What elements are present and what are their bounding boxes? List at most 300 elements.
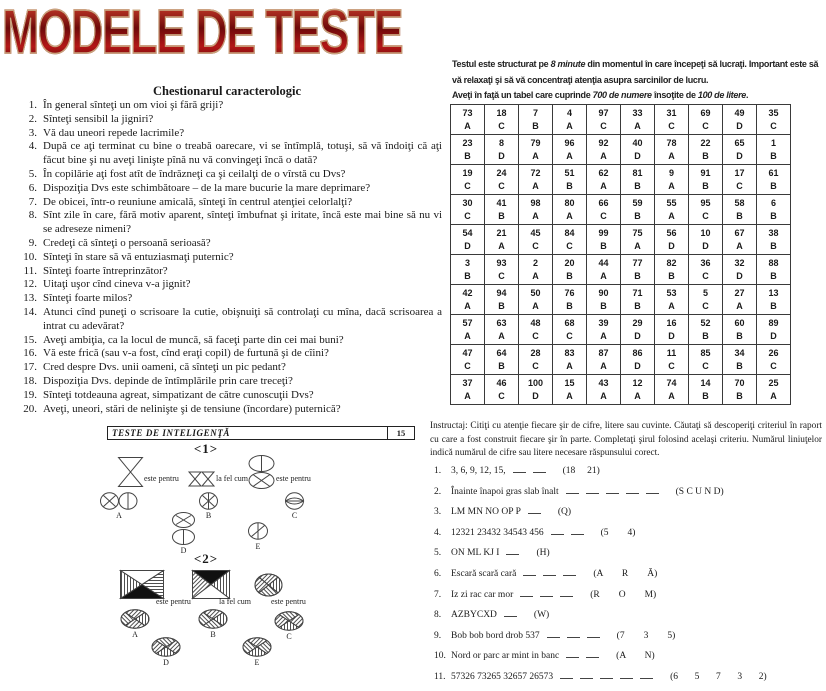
cell-number: 29: [632, 318, 643, 328]
cell-letter: A: [634, 121, 641, 131]
intro2-text: Aveţi în faţă un tabel care cuprinde: [452, 90, 593, 100]
cell-number: 57: [462, 318, 473, 328]
cell-letter: A: [566, 211, 573, 221]
table-cell: [451, 255, 485, 285]
item-number: 3.: [434, 507, 442, 518]
intro2-numbers-count: 700 de numere: [592, 90, 652, 100]
cell-letter: D: [464, 241, 471, 251]
item-number: 2.: [434, 486, 442, 497]
cell-number: 58: [734, 198, 745, 208]
table-row: [451, 195, 791, 225]
table-cell: [587, 105, 621, 135]
question-number: 11.: [23, 264, 37, 277]
table-cell: [723, 165, 757, 195]
cell-number: 32: [734, 258, 745, 268]
question-item: [16, 334, 442, 348]
table-cell: [621, 255, 655, 285]
question-item: [16, 196, 442, 210]
table-cell: [757, 285, 791, 315]
cell-number: 35: [768, 108, 779, 118]
table-cell: [553, 315, 587, 345]
answer-key: (A N): [616, 651, 655, 662]
answer-blank: [606, 485, 619, 494]
table-cell: [655, 135, 689, 165]
cell-number: 60: [734, 318, 745, 328]
puzzle1-option-e-figure: [248, 522, 268, 540]
cell-letter: A: [464, 391, 471, 401]
puzzle2-option-d-label: D: [163, 658, 169, 667]
table-cell: [621, 315, 655, 345]
cell-number: 18: [496, 108, 507, 118]
cell-letter: B: [600, 241, 607, 251]
series-item: [434, 649, 826, 661]
question-item: [16, 99, 442, 113]
table-cell: [621, 375, 655, 405]
cell-letter: A: [668, 391, 675, 401]
intro2-text-mid: însoţite de: [651, 90, 698, 100]
cell-number: 70: [734, 378, 745, 388]
answer-blank: [586, 649, 599, 658]
cell-letter: C: [464, 211, 471, 221]
cell-letter: D: [668, 331, 675, 341]
item-series-text: LM MN NO OP P: [451, 507, 521, 518]
question-item: [16, 140, 442, 168]
table-cell: [723, 225, 757, 255]
cell-letter: D: [532, 391, 539, 401]
series-item: [434, 567, 826, 579]
table-cell: [655, 195, 689, 225]
answer-blank: [646, 485, 659, 494]
cell-number: 96: [564, 138, 575, 148]
table-cell: [655, 105, 689, 135]
cell-number: 67: [734, 228, 745, 238]
intro1-duration: 8 minute: [550, 59, 586, 69]
cell-number: 87: [598, 348, 609, 358]
cell-letter: A: [566, 151, 573, 161]
cell-number: 97: [598, 108, 609, 118]
cell-number: 71: [632, 288, 643, 298]
question-text: Dispoziţia Dvs. depinde de întîmplările prin care treceţi?: [43, 374, 293, 387]
cell-number: 63: [496, 318, 507, 328]
cell-number: 23: [462, 138, 473, 148]
cell-letter: A: [770, 391, 777, 401]
cell-number: 4: [566, 108, 572, 118]
table-row: [451, 285, 791, 315]
question-item: [16, 292, 442, 306]
table-cell: [689, 255, 723, 285]
item-number: 1.: [434, 466, 442, 476]
cell-number: 95: [700, 198, 711, 208]
cell-letter: C: [532, 361, 539, 371]
puzzle1-double-hourglass-figure: [188, 471, 215, 487]
cell-number: 10: [700, 228, 711, 238]
puzzle2-option-e-figure: [242, 637, 272, 657]
cell-letter: C: [532, 331, 539, 341]
question-text: Sînteţi totdeauna agreat, simpatizant de către cunoscuţii Dvs?: [43, 388, 314, 401]
cell-letter: A: [668, 301, 675, 311]
table-cell: [723, 255, 757, 285]
question-text: Sînteţi sensibil la jigniri?: [43, 112, 154, 125]
cell-number: 74: [666, 378, 677, 388]
cell-letter: C: [566, 331, 573, 341]
question-item: [16, 306, 442, 334]
table-cell: [587, 315, 621, 345]
answer-blank: [560, 670, 573, 679]
answer-blank: [580, 670, 593, 679]
table-cell: [553, 285, 587, 315]
table-cell: [519, 165, 553, 195]
question-number: 20.: [23, 402, 37, 415]
table-cell: [553, 225, 587, 255]
item-series-text: ON ML KJ I: [451, 548, 500, 559]
table-cell: [587, 135, 621, 165]
question-number: 8.: [28, 209, 37, 222]
table-cell: [451, 225, 485, 255]
answer-blank: [640, 670, 653, 679]
table-cell: [553, 195, 587, 225]
cell-number: 22: [700, 138, 711, 148]
answer-blank: [506, 546, 519, 555]
answer-blank: [600, 670, 613, 679]
cell-number: 82: [666, 258, 677, 268]
cell-number: 54: [462, 228, 473, 238]
table-cell: [451, 135, 485, 165]
cell-letter: C: [464, 181, 471, 191]
puzzle2-option-e-label: E: [254, 658, 260, 667]
answer-blank: [528, 505, 541, 514]
cell-number: 34: [734, 348, 745, 358]
cell-number: 46: [496, 378, 507, 388]
table-cell: [757, 165, 791, 195]
table-cell: [723, 375, 757, 405]
table-cell: [587, 255, 621, 285]
item-series-text: Înainte înapoi gras slab înalt: [451, 486, 559, 497]
table-row: [451, 375, 791, 405]
puzzle2-relation-c: este pentru: [271, 597, 306, 606]
puzzle1-option-a-label: A: [116, 511, 122, 520]
cell-letter: D: [736, 271, 743, 281]
item-series-text: 3, 6, 9, 12, 15,: [451, 466, 506, 476]
cell-letter: A: [600, 181, 607, 191]
answer-blank: [543, 567, 556, 576]
table-cell: [655, 315, 689, 345]
cell-letter: B: [702, 391, 709, 401]
table-cell: [757, 315, 791, 345]
puzzle1-option-c-label: C: [291, 511, 298, 520]
answer-key: (5 4): [600, 527, 636, 538]
cell-number: 47: [462, 348, 473, 358]
table-cell: [621, 135, 655, 165]
question-number: 12.: [23, 278, 37, 291]
table-cell: [621, 105, 655, 135]
cell-letter: B: [464, 151, 471, 161]
cell-number: 28: [530, 348, 541, 358]
puzzle2-option-a-label: A: [132, 630, 138, 639]
cell-number: 49: [734, 108, 745, 118]
question-item: [16, 265, 442, 279]
cell-letter: A: [600, 271, 607, 281]
puzzle2-relation-b: la fel cum: [219, 597, 251, 606]
question-text: Vă dau uneori repede lacrimile?: [43, 126, 185, 139]
cell-letter: A: [532, 211, 539, 221]
cell-number: 65: [734, 138, 745, 148]
puzzle1-stacked-ellipses-figure: [248, 455, 275, 489]
cell-letter: C: [464, 361, 471, 371]
cell-letter: B: [702, 331, 709, 341]
question-text: După ce aţi terminat cu bine o treabă oarecare, vi se întîmplă, totuşi, să vă îndoiţi că aţi făcut bine şi nu aveţi linişte pînă nu vă convingeţi încă o dată?: [43, 140, 442, 167]
answer-blank: [547, 629, 560, 638]
cell-number: 80: [564, 198, 575, 208]
cell-number: 25: [768, 378, 779, 388]
puzzle2-ellipse-figure: [254, 573, 283, 597]
table-cell: [553, 345, 587, 375]
puzzle2-option-d-figure: [151, 637, 181, 657]
cell-letter: D: [770, 331, 777, 341]
cell-letter: A: [464, 121, 471, 131]
cell-number: 43: [598, 378, 609, 388]
answer-blank: [587, 629, 600, 638]
series-item: [434, 588, 826, 600]
cell-letter: B: [770, 151, 777, 161]
question-text: Sînteţi foarte milos?: [43, 292, 133, 305]
question-number: 10.: [23, 250, 37, 263]
item-number: 10.: [434, 651, 446, 662]
cell-number: 100: [527, 378, 544, 388]
table-cell: [553, 375, 587, 405]
series-item: [434, 485, 826, 497]
cell-letter: C: [668, 361, 675, 371]
cell-number: 52: [700, 318, 711, 328]
question-text: Credeţi că sînteţi o persoană serioasă?: [43, 236, 211, 249]
table-cell: [723, 135, 757, 165]
question-number: 2.: [28, 112, 37, 125]
question-item: [16, 403, 442, 417]
cell-letter: C: [702, 271, 709, 281]
answer-key: (Q): [557, 507, 572, 518]
series-item: [434, 464, 826, 476]
cell-letter: B: [634, 271, 641, 281]
series-items-list: [434, 464, 826, 691]
cell-letter: A: [736, 241, 743, 251]
puzzle2-relation-a: este pentru: [156, 597, 191, 606]
cell-letter: B: [498, 211, 505, 221]
table-cell: [451, 165, 485, 195]
cell-letter: C: [702, 211, 709, 221]
answer-key: (18 21): [562, 466, 600, 476]
table-cell: [587, 195, 621, 225]
cell-letter: C: [770, 121, 777, 131]
cell-letter: D: [634, 361, 641, 371]
cell-number: 56: [666, 228, 677, 238]
cell-number: 12: [632, 378, 643, 388]
question-number: 6.: [28, 181, 37, 194]
cell-number: 75: [632, 228, 643, 238]
table-cell: [519, 195, 553, 225]
question-number: 17.: [23, 361, 37, 374]
cell-number: 59: [632, 198, 643, 208]
table-cell: [519, 255, 553, 285]
cell-letter: A: [532, 181, 539, 191]
table-cell: [757, 345, 791, 375]
question-number: 5.: [28, 167, 37, 180]
table-cell: [519, 225, 553, 255]
table-cell: [757, 255, 791, 285]
cell-number: 72: [530, 168, 541, 178]
answer-blank: [571, 526, 584, 535]
table-cell: [485, 285, 519, 315]
series-item: [434, 505, 826, 517]
cell-letter: C: [702, 121, 709, 131]
cell-letter: D: [736, 151, 743, 161]
cell-number: 64: [496, 348, 507, 358]
answer-blank: [566, 485, 579, 494]
test-intro-paragraph: [452, 57, 824, 88]
table-cell: [655, 225, 689, 255]
cell-number: 98: [530, 198, 541, 208]
cell-letter: C: [566, 241, 573, 251]
cell-letter: C: [498, 271, 505, 281]
question-item: [16, 209, 442, 237]
cell-number: 79: [530, 138, 541, 148]
item-series-text: 12321 23432 34543 456: [451, 527, 544, 538]
puzzle1-option-b-figure: [199, 492, 218, 510]
answer-blank: [533, 464, 546, 473]
table-cell: [587, 345, 621, 375]
puzzle1-option-d-figure: [172, 512, 195, 545]
table-cell: [485, 195, 519, 225]
table-cell: [485, 225, 519, 255]
table-cell: [485, 315, 519, 345]
cell-letter: C: [770, 361, 777, 371]
puzzle1-option-d-label: D: [180, 546, 187, 555]
numbers-letters-table: [450, 104, 791, 405]
question-number: 14.: [23, 305, 37, 318]
question-number: 19.: [23, 388, 37, 401]
table-cell: [587, 285, 621, 315]
cell-number: 78: [666, 138, 677, 148]
answer-key: (7 3 5): [616, 630, 676, 641]
table-cell: [553, 255, 587, 285]
cell-letter: B: [770, 181, 777, 191]
cell-number: 11: [666, 348, 677, 358]
cell-letter: C: [668, 121, 675, 131]
table-cell: [519, 285, 553, 315]
cell-number: 90: [598, 288, 609, 298]
cell-letter: A: [600, 391, 607, 401]
table-cell: [621, 195, 655, 225]
table-cell: [519, 315, 553, 345]
question-item: [16, 347, 442, 361]
table-row: [451, 255, 791, 285]
cell-letter: A: [566, 121, 573, 131]
cell-number: 2: [532, 258, 538, 268]
question-item: [16, 237, 442, 251]
cell-number: 27: [734, 288, 745, 298]
cell-number: 76: [564, 288, 575, 298]
table-cell: [689, 375, 723, 405]
page-title: MODELE DE TESTE: [2, 0, 403, 67]
table-row: [451, 345, 791, 375]
table-cell: [621, 165, 655, 195]
cell-number: 84: [564, 228, 575, 238]
table-cell: [519, 375, 553, 405]
intro1-text: Testul este structurat pe: [452, 59, 551, 69]
cell-number: 48: [530, 318, 541, 328]
cell-number: 20: [564, 258, 575, 268]
item-number: 7.: [434, 589, 442, 600]
series-item: [434, 670, 826, 682]
table-cell: [587, 225, 621, 255]
question-item: [16, 127, 442, 141]
cell-number: 53: [666, 288, 677, 298]
table-cell: [451, 285, 485, 315]
cell-number: 89: [768, 318, 779, 328]
item-number: 6.: [434, 568, 442, 579]
table-cell: [689, 105, 723, 135]
cell-number: 50: [530, 288, 541, 298]
cell-number: 1: [770, 138, 776, 148]
instructions-paragraph: Instructaj: Citiţi cu atenţie fiecare şir de cifre, litere sau cuvinte. Căutaţi să descoperiţi criteriul în raport cu care a fost construit fiecare şir în parte. Completaţi şirul folosind acelaşi criteriu. Numărul liniuţelor indică numărul de cifre sau litere necesare răspunsului corect.: [430, 421, 822, 458]
table-cell: [655, 345, 689, 375]
question-number: 18.: [23, 374, 37, 387]
table-cell: [553, 165, 587, 195]
cell-letter: A: [736, 301, 743, 311]
table-cell: [485, 255, 519, 285]
puzzle1-relation-c: este pentru: [276, 474, 311, 483]
question-text: Sînteţi foarte întreprinzător?: [43, 264, 168, 277]
puzzle2-option-c-figure: [274, 611, 304, 631]
table-cell: [553, 135, 587, 165]
item-number: 5.: [434, 548, 442, 559]
table-cell: [655, 375, 689, 405]
answer-blank: [620, 670, 633, 679]
cell-letter: B: [736, 361, 743, 371]
question-item: [16, 361, 442, 375]
cell-letter: D: [668, 241, 675, 251]
cell-letter: B: [464, 271, 471, 281]
cell-number: 21: [496, 228, 507, 238]
table-row: [451, 165, 791, 195]
item-number: 8.: [434, 610, 442, 621]
cell-letter: D: [498, 151, 505, 161]
cell-number: 19: [462, 168, 473, 178]
cell-number: 68: [564, 318, 575, 328]
cell-letter: A: [532, 151, 539, 161]
cell-letter: C: [498, 181, 505, 191]
cell-letter: B: [600, 301, 607, 311]
cell-letter: B: [702, 151, 709, 161]
page-number: 15: [387, 427, 414, 439]
cell-number: 77: [632, 258, 643, 268]
table-cell: [485, 105, 519, 135]
cell-letter: A: [668, 151, 675, 161]
cell-letter: A: [600, 361, 607, 371]
question-item: [16, 278, 442, 292]
cell-letter: A: [668, 211, 675, 221]
table-cell: [723, 105, 757, 135]
cell-letter: B: [634, 301, 641, 311]
answer-blank: [626, 485, 639, 494]
table-cell: [655, 165, 689, 195]
table-cell: [757, 195, 791, 225]
cell-number: 33: [632, 108, 643, 118]
cell-letter: D: [634, 151, 641, 161]
cell-number: 7: [532, 108, 538, 118]
cell-number: 24: [496, 168, 507, 178]
cell-number: 85: [700, 348, 711, 358]
question-text: Aveţi, uneori, stări de nelinişte şi de tensiune (încordare) puternică?: [43, 402, 341, 415]
cell-letter: A: [566, 391, 573, 401]
